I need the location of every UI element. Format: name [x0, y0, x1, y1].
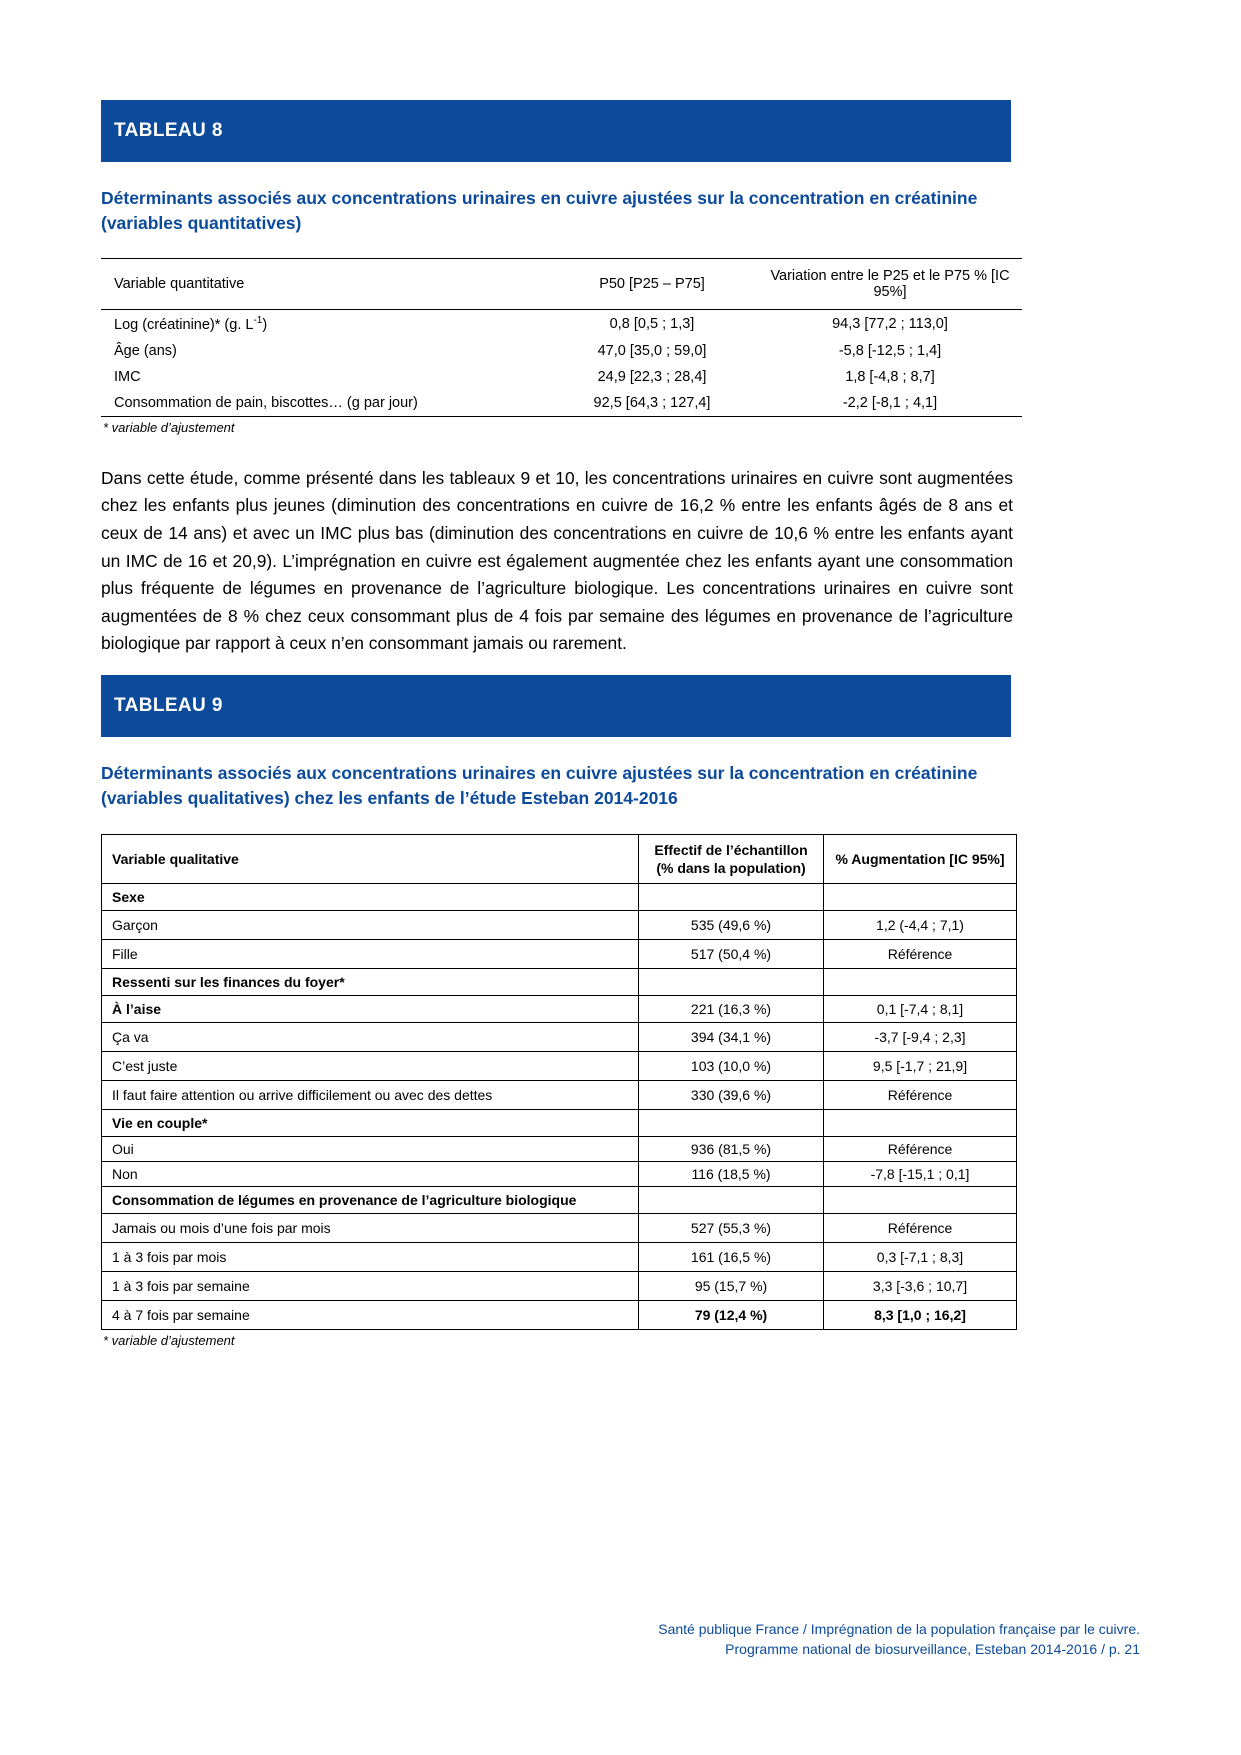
table9-cell-augmentation: 1,2 (-4,4 ; 7,1): [824, 911, 1017, 940]
table8-body: [101, 310, 1022, 417]
table9-cell-label: Vie en couple*: [102, 1110, 639, 1137]
table8-cell-variable: Log (créatinine)* (g. $L^{-1}$): [114, 315, 268, 333]
table9-col-effectif-line2: (% dans la population): [656, 860, 806, 877]
table9-group-row: [102, 969, 1017, 996]
footer-line-1: Santé publique France / Imprégnation de la population française par le cuivre.: [658, 1621, 1140, 1637]
table8: [101, 258, 1022, 417]
table-row: [101, 390, 1022, 417]
table9-col-variable: Variable qualitative: [102, 835, 639, 884]
table-row: [102, 911, 1017, 940]
table8-caption: Déterminants associés aux concentrations urinaires en cuivre ajustées sur la concentration en créatinine (variables quantitatives): [101, 188, 978, 233]
table8-col-p50: P50 [P25 – P75]: [546, 259, 758, 310]
table-row: [102, 1137, 1017, 1162]
table9-cell-label: Ça va: [102, 1023, 639, 1052]
table8-cell-p50: 24,9 [22,3 ; 28,4]: [597, 368, 707, 385]
table-row: [101, 310, 1022, 338]
table8-cell-variation: -5,8 [-12,5 ; 1,4]: [838, 342, 942, 359]
table9-highlight-row: [102, 1301, 1017, 1330]
table9-cell-effectif: 394 (34,1 %): [639, 1023, 824, 1052]
table9-cell-augmentation: Référence: [824, 1214, 1017, 1243]
table9-cell-effectif: [639, 884, 824, 911]
table9-group-row: [102, 1187, 1017, 1214]
table9-cell-augmentation: -7,8 [-15,1 ; 0,1]: [824, 1162, 1017, 1187]
table9-cell-effectif: 221 (16,3 %): [639, 996, 824, 1023]
table-row: [102, 1081, 1017, 1110]
table9-cell-augmentation: Référence: [824, 940, 1017, 969]
table8-col-variable: Variable quantitative: [101, 259, 546, 310]
table9-group-row: [102, 1110, 1017, 1137]
table9-cell-effectif: [639, 969, 824, 996]
table9-cell-augmentation: 0,3 [-7,1 ; 8,3]: [824, 1243, 1017, 1272]
table9-cell-label: Fille: [102, 940, 639, 969]
table9-cell-label: Garçon: [102, 911, 639, 940]
table9-cell-label: Jamais ou mois d’une fois par mois: [102, 1214, 639, 1243]
table9-cell-effectif: [639, 1187, 824, 1214]
table8-col-variation: Variation entre le P25 et le P75 % [IC 95%]: [758, 259, 1022, 310]
table9-cell-label: 1 à 3 fois par semaine: [102, 1272, 639, 1301]
table9-cell-effectif: 527 (55,3 %): [639, 1214, 824, 1243]
table9-cell-effectif: 79 (12,4 %): [639, 1301, 824, 1330]
table8-cell-variable: Consommation de pain, biscottes… (g par jour): [101, 390, 546, 417]
table9-cell-label: Il faut faire attention ou arrive difficilement ou avec des dettes: [102, 1081, 639, 1110]
body-paragraph: Dans cette étude, comme présenté dans les tableaux 9 et 10, les concentrations urinaires en cuivre sont augmentées chez les enfants plus jeunes (diminution des concentrations en cuivre de 16,2 % entre les enfants âgés de 8 ans et ceux de 14 ans) et avec un IMC plus bas (diminution des concentrations en cuivre de 10,6 % entre les enfants ayant un IMC de 16 et 20,9). L’imprégnation en cuivre est également augmentée chez les enfants ayant une consommation plus fréquente de légumes en provenance de l’agriculture biologique. Les concentrations urinaires en cuivre sont augmentées de 8 % chez ceux consommant plus de 4 fois par semaine des légumes en provenance de l’agriculture biologique par rapport à ceux n’en consommant jamais ou rarement.: [101, 467, 1013, 654]
table9-cell-augmentation: [824, 1187, 1017, 1214]
table9-cell-effectif: 161 (16,5 %): [639, 1243, 824, 1272]
table9-cell-augmentation: 3,3 [-3,6 ; 10,7]: [824, 1272, 1017, 1301]
table9-cell-effectif: 535 (49,6 %): [639, 911, 824, 940]
footer-line-2: Programme national de biosurveillance, Esteban 2014-2016 / p. 21: [725, 1641, 1140, 1657]
table9-cell-label: Consommation de légumes en provenance de l’agriculture biologique: [102, 1187, 639, 1214]
table9-cell-augmentation: 8,3 [1,0 ; 16,2]: [824, 1301, 1017, 1330]
table9-cell-effectif: 517 (50,4 %): [639, 940, 824, 969]
table9-cell-effectif: 116 (18,5 %): [639, 1162, 824, 1187]
table9-cell-label: Ressenti sur les finances du foyer*: [102, 969, 639, 996]
table9-banner-label: TABLEAU 9: [114, 695, 223, 717]
table9-header-row: [102, 835, 1017, 884]
table9-cell-effectif: 936 (81,5 %): [639, 1137, 824, 1162]
table9-cell-augmentation: 9,5 [-1,7 ; 21,9]: [824, 1052, 1017, 1081]
table-row: [102, 1052, 1017, 1081]
table9-footnote: * variable d’ajustement: [103, 1333, 235, 1349]
table-row: [102, 1214, 1017, 1243]
table-row: [102, 1243, 1017, 1272]
table9-cell-effectif: 95 (15,7 %): [639, 1272, 824, 1301]
table9-cell-augmentation: Référence: [824, 1081, 1017, 1110]
table8-head: [101, 259, 1022, 310]
table-row: [101, 364, 1022, 390]
table9-banner: [101, 675, 1011, 737]
table9-cell-effectif: [639, 1110, 824, 1137]
table8-cell-p50: 92,5 [64,3 ; 127,4]: [546, 390, 758, 417]
page-footer: [658, 1619, 1140, 1659]
table8-cell-p50: 0,8 [0,5 ; 1,3]: [609, 315, 695, 332]
table9-cell-label: Non: [102, 1162, 639, 1187]
table9-cell-augmentation: -3,7 [-9,4 ; 2,3]: [824, 1023, 1017, 1052]
table-row: [102, 1272, 1017, 1301]
table8-cell-variable: IMC: [114, 368, 141, 385]
table9-cell-augmentation: [824, 969, 1017, 996]
table9-cell-augmentation: [824, 884, 1017, 911]
table8-cell-variation: 1,8 [-4,8 ; 8,7]: [845, 368, 935, 385]
table9-cell-augmentation: 0,1 [-7,4 ; 8,1]: [824, 996, 1017, 1023]
table8-header-row: [101, 259, 1022, 310]
table8-cell-variation: -2,2 [-8,1 ; 4,1]: [758, 390, 1022, 417]
table-row: [102, 1162, 1017, 1187]
table8-cell-p50: 47,0 [35,0 ; 59,0]: [597, 342, 707, 359]
table9-head: [102, 835, 1017, 884]
table9-cell-effectif: 103 (10,0 %): [639, 1052, 824, 1081]
table9-group-row: [102, 884, 1017, 911]
table9-col-effectif-line1: Effectif de l’échantillon: [654, 842, 808, 859]
table9-col-augmentation: % Augmentation [IC 95%]: [824, 835, 1017, 884]
page-content: [101, 100, 1011, 1348]
table9-group-row: [102, 996, 1017, 1023]
table9-cell-effectif: 330 (39,6 %): [639, 1081, 824, 1110]
table9-body: [102, 884, 1017, 1330]
table9-cell-label: 4 à 7 fois par semaine: [102, 1301, 639, 1330]
table8-cell-variable: Âge (ans): [114, 342, 177, 359]
table9-caption: Déterminants associés aux concentrations urinaires en cuivre ajustées sur la concentration en créatinine (variables qualitatives) chez les enfants de l’étude Esteban 2014-2016: [101, 763, 978, 809]
table8-footnote: * variable d’ajustement: [103, 419, 235, 435]
table9-cell-label: C’est juste: [102, 1052, 639, 1081]
table9-col-effectif: [639, 835, 824, 884]
table9-cell-label: 1 à 3 fois par mois: [102, 1243, 639, 1272]
table9-cell-label: Oui: [102, 1137, 639, 1162]
table8-banner: [101, 100, 1011, 162]
table9-cell-label: Sexe: [102, 884, 639, 911]
table9-cell-augmentation: Référence: [824, 1137, 1017, 1162]
table9-cell-augmentation: [824, 1110, 1017, 1137]
table-row: [102, 1023, 1017, 1052]
table9-cell-label: À l’aise: [102, 996, 639, 1023]
table9: [101, 834, 1017, 1330]
table-row: [101, 338, 1022, 364]
table-row: [102, 940, 1017, 969]
table8-cell-variation: 94,3 [77,2 ; 113,0]: [832, 315, 948, 332]
table8-banner-label: TABLEAU 8: [114, 120, 223, 141]
